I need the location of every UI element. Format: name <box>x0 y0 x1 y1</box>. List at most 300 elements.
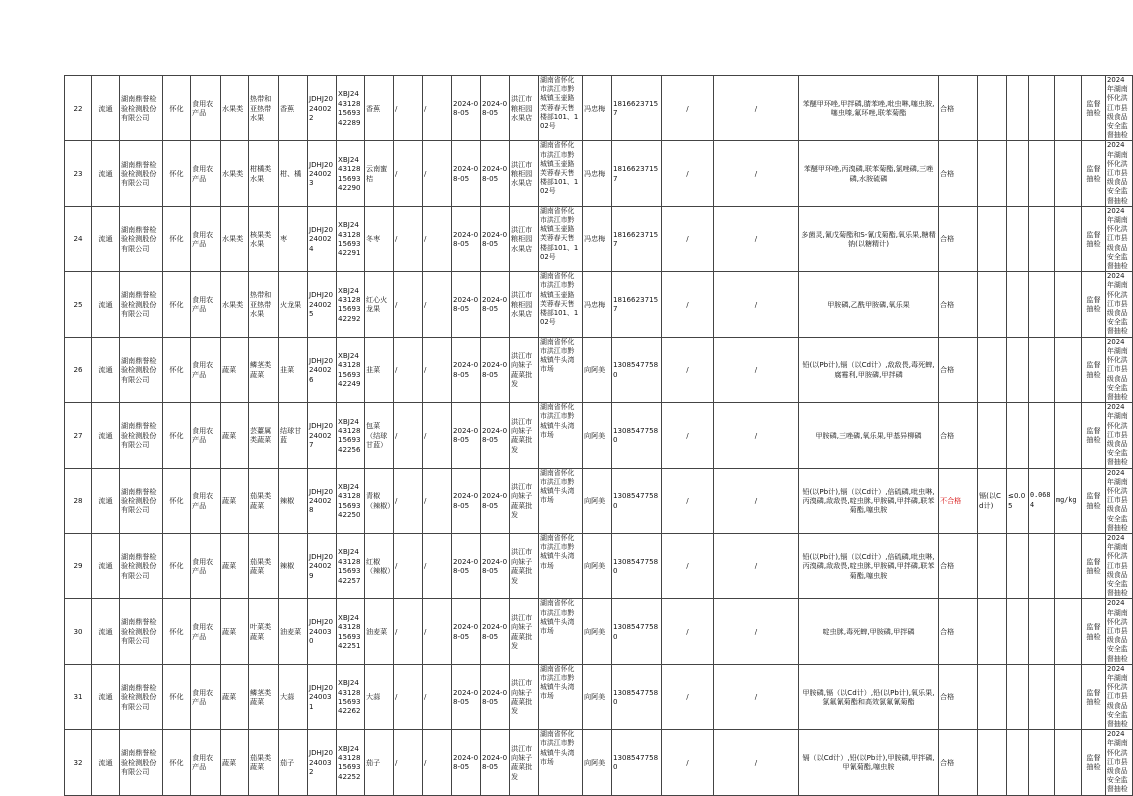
test-items-cell: 甲胺磷,三唑磷,氧乐果,甲基异柳磷 <box>799 403 939 468</box>
category-4-cell: 柑、橘 <box>279 141 308 206</box>
category-2-cell: 蔬菜 <box>221 599 249 664</box>
result-cell: 合格 <box>939 533 978 598</box>
category-3-cell: 热带和亚热带水果 <box>249 272 279 337</box>
failed-item-cell: 镉(以Cd计) <box>978 468 1007 533</box>
brand-cell: / <box>394 337 423 402</box>
category-2-cell: 蔬菜 <box>221 533 249 598</box>
category-3-cell: 核果类水果 <box>249 206 279 271</box>
row-number: 29 <box>65 533 92 598</box>
link-cell: 流通 <box>92 272 120 337</box>
manufacturer-address-cell: / <box>714 599 799 664</box>
unit-cell <box>1055 337 1082 402</box>
measured-value-cell <box>1029 272 1055 337</box>
row-number: 32 <box>65 730 92 795</box>
task-source-cell: 2024年湖南怀化洪江市县级食品安全监督抽检 <box>1106 533 1133 598</box>
seller-name-cell: 洪江市向妹子蔬菜批发 <box>510 599 539 664</box>
category-2-cell: 水果类 <box>221 76 249 141</box>
standard-value-cell <box>1007 206 1029 271</box>
check-type-cell: 监督抽检 <box>1082 272 1106 337</box>
sampling-date-cell: 2024-08-05 <box>481 76 510 141</box>
category-1-cell: 食用农产品 <box>191 206 221 271</box>
link-cell: 流通 <box>92 141 120 206</box>
manufacturer-address-cell: / <box>714 76 799 141</box>
brand-cell: / <box>394 272 423 337</box>
seller-address-cell: 湖南省怀化市洪江市黔城镇牛头湾市场 <box>539 664 583 729</box>
test-items-cell: 多菌灵,氰戊菊酯和S-氰戊菊酯,氧乐果,糖精钠(以糖精计) <box>799 206 939 271</box>
seller-address-cell: 湖南省怀化市洪江市黔城镇玉壶路芙蓉春天售楼部101、102号 <box>539 76 583 141</box>
category-2-cell: 水果类 <box>221 272 249 337</box>
spec-cell: / <box>423 76 452 141</box>
standard-value-cell <box>1007 403 1029 468</box>
manufacturer-address-cell: / <box>714 730 799 795</box>
area-cell: 怀化 <box>163 533 191 598</box>
category-4-cell: 辣椒 <box>279 533 308 598</box>
agency-cell: 湖南鼎誉检验检测股份有限公司 <box>120 664 163 729</box>
sample-name-cell: 青椒（辣椒） <box>365 468 394 533</box>
table-row <box>65 599 1133 664</box>
test-items-cell: 铅(以Pb计),镉（以Cd计）,敌敌畏,毒死蜱,腐霉利,甲胺磷,甲拌磷 <box>799 337 939 402</box>
result-cell: 合格 <box>939 403 978 468</box>
agency-cell: 湖南鼎誉检验检测股份有限公司 <box>120 206 163 271</box>
measured-value-cell <box>1029 403 1055 468</box>
category-1-cell: 食用农产品 <box>191 337 221 402</box>
production-date-cell: 2024-08-05 <box>452 272 481 337</box>
standard-value-cell <box>1007 337 1029 402</box>
category-2-cell: 蔬菜 <box>221 664 249 729</box>
area-cell: 怀化 <box>163 403 191 468</box>
brand-cell: / <box>394 730 423 795</box>
category-1-cell: 食用农产品 <box>191 272 221 337</box>
category-4-cell: 韭菜 <box>279 337 308 402</box>
area-cell: 怀化 <box>163 468 191 533</box>
area-cell: 怀化 <box>163 141 191 206</box>
manufacturer-address-cell: / <box>714 272 799 337</box>
task-id-cell: JDHJ20240025 <box>308 272 337 337</box>
task-source-cell: 2024年湖南怀化洪江市县级食品安全监督抽检 <box>1106 141 1133 206</box>
brand-cell: / <box>394 403 423 468</box>
manufacturer-cell: / <box>662 533 714 598</box>
sampling-date-cell: 2024-08-05 <box>481 664 510 729</box>
seller-name-cell: 洪江市粮柜园水果店 <box>510 272 539 337</box>
measured-value-cell <box>1029 206 1055 271</box>
category-1-cell: 食用农产品 <box>191 599 221 664</box>
unit-cell <box>1055 206 1082 271</box>
check-type-cell: 监督抽检 <box>1082 599 1106 664</box>
task-id-cell: JDHJ20240029 <box>308 533 337 598</box>
check-type-cell: 监督抽检 <box>1082 468 1106 533</box>
category-4-cell: 香蕉 <box>279 76 308 141</box>
brand-cell: / <box>394 141 423 206</box>
task-id-cell: JDHJ20240032 <box>308 730 337 795</box>
manufacturer-address-cell: / <box>714 206 799 271</box>
failed-item-cell <box>978 533 1007 598</box>
area-cell: 怀化 <box>163 599 191 664</box>
link-cell: 流通 <box>92 206 120 271</box>
seller-name-cell: 洪江市向妹子蔬菜批发 <box>510 337 539 402</box>
task-id-cell: JDHJ20240023 <box>308 141 337 206</box>
area-cell: 怀化 <box>163 206 191 271</box>
result-cell: 合格 <box>939 141 978 206</box>
phone-cell: 13085477580 <box>612 468 662 533</box>
unit-cell <box>1055 599 1082 664</box>
task-source-cell: 2024年湖南怀化洪江市县级食品安全监督抽检 <box>1106 76 1133 141</box>
table-row <box>65 664 1133 729</box>
measured-value-cell <box>1029 141 1055 206</box>
production-date-cell: 2024-08-05 <box>452 76 481 141</box>
category-2-cell: 蔬菜 <box>221 730 249 795</box>
table-row <box>65 468 1133 533</box>
spec-cell: / <box>423 337 452 402</box>
category-3-cell: 茄果类蔬菜 <box>249 730 279 795</box>
check-type-cell: 监督抽检 <box>1082 533 1106 598</box>
check-type-cell: 监督抽检 <box>1082 76 1106 141</box>
task-id-cell: JDHJ20240027 <box>308 403 337 468</box>
brand-cell: / <box>394 664 423 729</box>
brand-cell: / <box>394 599 423 664</box>
seller-name-cell: 洪江市向妹子蔬菜批发 <box>510 730 539 795</box>
seller-name-cell: 洪江市粮柜园水果店 <box>510 76 539 141</box>
sampling-date-cell: 2024-08-05 <box>481 337 510 402</box>
spec-cell: / <box>423 272 452 337</box>
category-2-cell: 蔬菜 <box>221 403 249 468</box>
unit-cell <box>1055 76 1082 141</box>
phone-cell: 18166237157 <box>612 76 662 141</box>
manufacturer-address-cell: / <box>714 533 799 598</box>
seller-address-cell: 湖南省怀化市洪江市黔城镇牛头湾市场 <box>539 468 583 533</box>
spec-cell: / <box>423 730 452 795</box>
check-type-cell: 监督抽检 <box>1082 337 1106 402</box>
sample-name-cell: 云南蜜桔 <box>365 141 394 206</box>
task-id-cell: JDHJ20240024 <box>308 206 337 271</box>
failed-item-cell <box>978 272 1007 337</box>
sample-name-cell: 红心火龙果 <box>365 272 394 337</box>
standard-value-cell <box>1007 599 1029 664</box>
standard-value-cell <box>1007 664 1029 729</box>
spec-cell: / <box>423 206 452 271</box>
spec-cell: / <box>423 599 452 664</box>
manufacturer-cell: / <box>662 664 714 729</box>
category-1-cell: 食用农产品 <box>191 141 221 206</box>
unit-cell <box>1055 730 1082 795</box>
contact-cell: 向阿美 <box>583 533 612 598</box>
standard-value-cell <box>1007 533 1029 598</box>
seller-name-cell: 洪江市向妹子蔬菜批发 <box>510 664 539 729</box>
sample-id-cell: XBJ24431281569342252 <box>337 730 365 795</box>
spec-cell: / <box>423 533 452 598</box>
test-items-cell: 甲胺磷,乙酰甲胺磷,氧乐果 <box>799 272 939 337</box>
task-source-cell: 2024年湖南怀化洪江市县级食品安全监督抽检 <box>1106 206 1133 271</box>
table-row <box>65 76 1133 141</box>
sample-id-cell: XBJ24431281569342290 <box>337 141 365 206</box>
seller-address-cell: 湖南省怀化市洪江市黔城镇玉壶路芙蓉春天售楼部101、102号 <box>539 141 583 206</box>
category-3-cell: 叶菜类蔬菜 <box>249 599 279 664</box>
link-cell: 流通 <box>92 403 120 468</box>
link-cell: 流通 <box>92 599 120 664</box>
test-items-cell: 铅(以Pb计),镉（以Cd计）,倍硫磷,吡虫啉,丙溴磷,敌敌畏,啶虫脒,甲胺磷,甲拌磷,联苯菊酯,噻虫胺 <box>799 533 939 598</box>
link-cell: 流通 <box>92 337 120 402</box>
seller-address-cell: 湖南省怀化市洪江市黔城镇牛头湾市场 <box>539 533 583 598</box>
table-row <box>65 337 1133 402</box>
task-id-cell: JDHJ20240028 <box>308 468 337 533</box>
phone-cell: 13085477580 <box>612 403 662 468</box>
contact-cell: 冯忠梅 <box>583 76 612 141</box>
result-cell: 合格 <box>939 272 978 337</box>
unit-cell <box>1055 403 1082 468</box>
test-items-cell: 镉（以Cd计）,铅(以Pb计),甲胺磷,甲拌磷,甲氰菊酯,噻虫胺 <box>799 730 939 795</box>
sampling-date-cell: 2024-08-05 <box>481 599 510 664</box>
sample-name-cell: 大蒜 <box>365 664 394 729</box>
sampling-date-cell: 2024-08-05 <box>481 206 510 271</box>
category-2-cell: 水果类 <box>221 206 249 271</box>
test-items-cell: 苯醚甲环唑,甲拌磷,腈苯唑,吡虫啉,噻虫胺,噻虫嗪,氟环唑,联苯菊酯 <box>799 76 939 141</box>
category-1-cell: 食用农产品 <box>191 730 221 795</box>
sample-name-cell: 冬枣 <box>365 206 394 271</box>
category-4-cell: 茄子 <box>279 730 308 795</box>
brand-cell: / <box>394 468 423 533</box>
result-cell: 合格 <box>939 337 978 402</box>
sample-name-cell: 油麦菜 <box>365 599 394 664</box>
area-cell: 怀化 <box>163 730 191 795</box>
table-row <box>65 533 1133 598</box>
failed-item-cell <box>978 730 1007 795</box>
manufacturer-cell: / <box>662 599 714 664</box>
seller-address-cell: 湖南省怀化市洪江市黔城镇牛头湾市场 <box>539 599 583 664</box>
area-cell: 怀化 <box>163 76 191 141</box>
seller-address-cell: 湖南省怀化市洪江市黔城镇牛头湾市场 <box>539 730 583 795</box>
agency-cell: 湖南鼎誉检验检测股份有限公司 <box>120 403 163 468</box>
sample-name-cell: 红椒（辣椒） <box>365 533 394 598</box>
sample-id-cell: XBJ24431281569342257 <box>337 533 365 598</box>
agency-cell: 湖南鼎誉检验检测股份有限公司 <box>120 730 163 795</box>
table-row <box>65 206 1133 271</box>
standard-value-cell <box>1007 730 1029 795</box>
manufacturer-address-cell: / <box>714 403 799 468</box>
manufacturer-cell: / <box>662 337 714 402</box>
area-cell: 怀化 <box>163 272 191 337</box>
standard-value-cell <box>1007 272 1029 337</box>
sample-id-cell: XBJ24431281569342291 <box>337 206 365 271</box>
category-4-cell: 辣椒 <box>279 468 308 533</box>
result-cell: 合格 <box>939 730 978 795</box>
sample-name-cell: 韭菜 <box>365 337 394 402</box>
result-cell: 不合格 <box>939 468 978 533</box>
category-1-cell: 食用农产品 <box>191 664 221 729</box>
standard-value-cell <box>1007 76 1029 141</box>
area-cell: 怀化 <box>163 664 191 729</box>
production-date-cell: 2024-08-05 <box>452 337 481 402</box>
category-2-cell: 蔬菜 <box>221 337 249 402</box>
task-source-cell: 2024年湖南怀化洪江市县级食品安全监督抽检 <box>1106 272 1133 337</box>
task-id-cell: JDHJ20240022 <box>308 76 337 141</box>
test-items-cell: 苯醚甲环唑,丙溴磷,联苯菊酯,氯唑磷,三唑磷,水胺硫磷 <box>799 141 939 206</box>
row-number: 26 <box>65 337 92 402</box>
standard-value-cell: ≤0.05 <box>1007 468 1029 533</box>
seller-name-cell: 洪江市向妹子蔬菜批发 <box>510 533 539 598</box>
manufacturer-cell: / <box>662 206 714 271</box>
manufacturer-address-cell: / <box>714 664 799 729</box>
agency-cell: 湖南鼎誉检验检测股份有限公司 <box>120 272 163 337</box>
sample-id-cell: XBJ24431281569342292 <box>337 272 365 337</box>
category-1-cell: 食用农产品 <box>191 533 221 598</box>
brand-cell: / <box>394 533 423 598</box>
task-source-cell: 2024年湖南怀化洪江市县级食品安全监督抽检 <box>1106 664 1133 729</box>
contact-cell: 冯忠梅 <box>583 272 612 337</box>
test-items-cell: 铅(以Pb计),镉（以Cd计）,倍硫磷,吡虫啉,丙溴磷,敌敌畏,啶虫脒,甲胺磷,甲拌磷,联苯菊酯,噻虫胺 <box>799 468 939 533</box>
sample-id-cell: XBJ24431281569342251 <box>337 599 365 664</box>
spec-cell: / <box>423 403 452 468</box>
phone-cell: 13085477580 <box>612 730 662 795</box>
unit-cell <box>1055 141 1082 206</box>
manufacturer-cell: / <box>662 730 714 795</box>
category-3-cell: 热带和亚热带水果 <box>249 76 279 141</box>
seller-name-cell: 洪江市粮柜园水果店 <box>510 141 539 206</box>
sampling-date-cell: 2024-08-05 <box>481 272 510 337</box>
task-id-cell: JDHJ20240030 <box>308 599 337 664</box>
agency-cell: 湖南鼎誉检验检测股份有限公司 <box>120 337 163 402</box>
category-3-cell: 鳞茎类蔬菜 <box>249 664 279 729</box>
sample-id-cell: XBJ24431281569342250 <box>337 468 365 533</box>
measured-value-cell <box>1029 76 1055 141</box>
agency-cell: 湖南鼎誉检验检测股份有限公司 <box>120 599 163 664</box>
measured-value-cell <box>1029 533 1055 598</box>
task-source-cell: 2024年湖南怀化洪江市县级食品安全监督抽检 <box>1106 730 1133 795</box>
link-cell: 流通 <box>92 76 120 141</box>
result-cell: 合格 <box>939 76 978 141</box>
seller-name-cell: 洪江市向妹子蔬菜批发 <box>510 403 539 468</box>
unit-cell <box>1055 533 1082 598</box>
manufacturer-cell: / <box>662 403 714 468</box>
measured-value-cell <box>1029 730 1055 795</box>
manufacturer-address-cell: / <box>714 468 799 533</box>
unit-cell <box>1055 664 1082 729</box>
sampling-date-cell: 2024-08-05 <box>481 468 510 533</box>
failed-item-cell <box>978 337 1007 402</box>
table-row <box>65 141 1133 206</box>
contact-cell: 向阿美 <box>583 664 612 729</box>
contact-cell: 向阿美 <box>583 337 612 402</box>
production-date-cell: 2024-08-05 <box>452 206 481 271</box>
row-number: 28 <box>65 468 92 533</box>
measured-value-cell <box>1029 599 1055 664</box>
table-row <box>65 272 1133 337</box>
test-items-cell: 甲胺磷,镉（以Cd计）,铅(以Pb计),氧乐果,氯氟氰菊酯和高效氯氟氰菊酯 <box>799 664 939 729</box>
brand-cell: / <box>394 76 423 141</box>
result-cell: 合格 <box>939 664 978 729</box>
manufacturer-cell: / <box>662 76 714 141</box>
contact-cell: 向阿美 <box>583 599 612 664</box>
agency-cell: 湖南鼎誉检验检测股份有限公司 <box>120 141 163 206</box>
manufacturer-address-cell: / <box>714 337 799 402</box>
category-1-cell: 食用农产品 <box>191 403 221 468</box>
brand-cell: / <box>394 206 423 271</box>
seller-name-cell: 洪江市粮柜园水果店 <box>510 206 539 271</box>
failed-item-cell <box>978 76 1007 141</box>
manufacturer-cell: / <box>662 272 714 337</box>
phone-cell: 13085477580 <box>612 599 662 664</box>
row-number: 24 <box>65 206 92 271</box>
category-4-cell: 大蒜 <box>279 664 308 729</box>
measured-value-cell <box>1029 337 1055 402</box>
production-date-cell: 2024-08-05 <box>452 403 481 468</box>
check-type-cell: 监督抽检 <box>1082 730 1106 795</box>
category-3-cell: 鳞茎类蔬菜 <box>249 337 279 402</box>
contact-cell: 向阿美 <box>583 730 612 795</box>
category-4-cell: 火龙果 <box>279 272 308 337</box>
category-3-cell: 柑橘类水果 <box>249 141 279 206</box>
category-3-cell: 茄果类蔬菜 <box>249 468 279 533</box>
unit-cell <box>1055 272 1082 337</box>
result-cell: 合格 <box>939 599 978 664</box>
phone-cell: 18166237157 <box>612 141 662 206</box>
failed-item-cell <box>978 403 1007 468</box>
row-number: 30 <box>65 599 92 664</box>
phone-cell: 18166237157 <box>612 206 662 271</box>
production-date-cell: 2024-08-05 <box>452 533 481 598</box>
category-1-cell: 食用农产品 <box>191 468 221 533</box>
check-type-cell: 监督抽检 <box>1082 206 1106 271</box>
production-date-cell: 2024-08-05 <box>452 664 481 729</box>
sampling-date-cell: 2024-08-05 <box>481 533 510 598</box>
seller-address-cell: 湖南省怀化市洪江市黔城镇牛头湾市场 <box>539 403 583 468</box>
agency-cell: 湖南鼎誉检验检测股份有限公司 <box>120 76 163 141</box>
phone-cell: 13085477580 <box>612 664 662 729</box>
manufacturer-cell: / <box>662 468 714 533</box>
sampling-date-cell: 2024-08-05 <box>481 141 510 206</box>
task-source-cell: 2024年湖南怀化洪江市县级食品安全监督抽检 <box>1106 337 1133 402</box>
contact-cell: 冯忠梅 <box>583 141 612 206</box>
row-number: 27 <box>65 403 92 468</box>
row-number: 23 <box>65 141 92 206</box>
sample-id-cell: XBJ24431281569342289 <box>337 76 365 141</box>
spec-cell: / <box>423 664 452 729</box>
result-cell: 合格 <box>939 206 978 271</box>
check-type-cell: 监督抽检 <box>1082 664 1106 729</box>
manufacturer-cell: / <box>662 141 714 206</box>
row-number: 25 <box>65 272 92 337</box>
failed-item-cell <box>978 599 1007 664</box>
link-cell: 流通 <box>92 730 120 795</box>
row-number: 22 <box>65 76 92 141</box>
category-4-cell: 枣 <box>279 206 308 271</box>
agency-cell: 湖南鼎誉检验检测股份有限公司 <box>120 468 163 533</box>
category-2-cell: 蔬菜 <box>221 468 249 533</box>
category-3-cell: 芸薹属类蔬菜 <box>249 403 279 468</box>
seller-name-cell: 洪江市向妹子蔬菜批发 <box>510 468 539 533</box>
seller-address-cell: 湖南省怀化市洪江市黔城镇玉壶路芙蓉春天售楼部101、102号 <box>539 206 583 271</box>
failed-item-cell <box>978 141 1007 206</box>
contact-cell: 向阿美 <box>583 403 612 468</box>
sample-name-cell: 茄子 <box>365 730 394 795</box>
measured-value-cell <box>1029 664 1055 729</box>
area-cell: 怀化 <box>163 337 191 402</box>
failed-item-cell <box>978 664 1007 729</box>
seller-address-cell: 湖南省怀化市洪江市黔城镇玉壶路芙蓉春天售楼部101、102号 <box>539 272 583 337</box>
sampling-date-cell: 2024-08-05 <box>481 730 510 795</box>
check-type-cell: 监督抽检 <box>1082 403 1106 468</box>
task-id-cell: JDHJ20240026 <box>308 337 337 402</box>
phone-cell: 18166237157 <box>612 272 662 337</box>
phone-cell: 13085477580 <box>612 533 662 598</box>
task-source-cell: 2024年湖南怀化洪江市县级食品安全监督抽检 <box>1106 468 1133 533</box>
category-3-cell: 茄果类蔬菜 <box>249 533 279 598</box>
table-row <box>65 730 1133 795</box>
table-row <box>65 403 1133 468</box>
sample-id-cell: XBJ24431281569342249 <box>337 337 365 402</box>
failed-item-cell <box>978 206 1007 271</box>
category-4-cell: 油麦菜 <box>279 599 308 664</box>
contact-cell: 冯忠梅 <box>583 206 612 271</box>
seller-address-cell: 湖南省怀化市洪江市黔城镇牛头湾市场 <box>539 337 583 402</box>
